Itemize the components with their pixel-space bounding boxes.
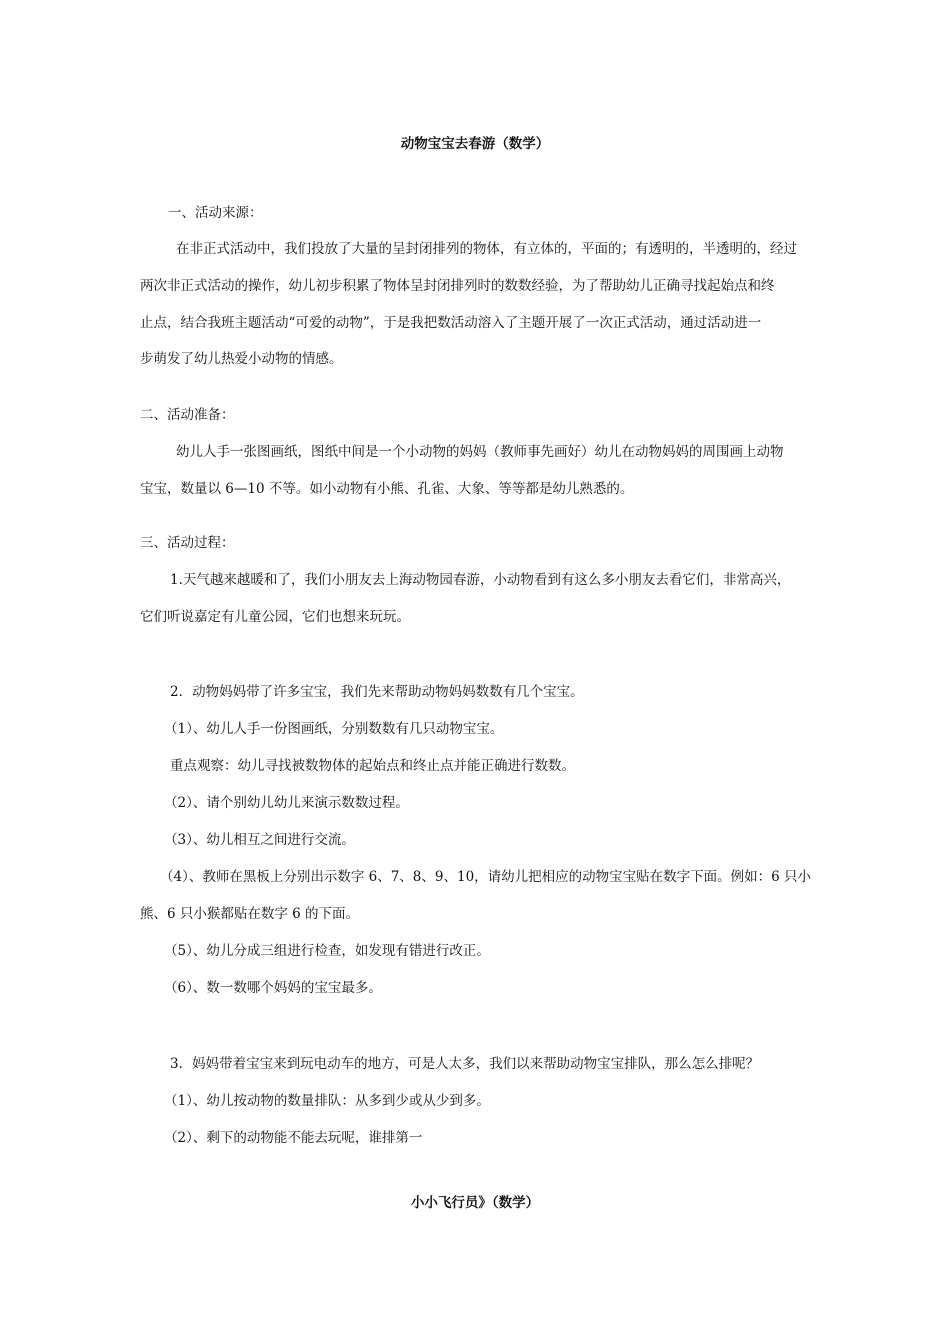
- paragraph-line: （6）、数一数哪个妈妈的宝宝最多。: [164, 980, 382, 996]
- paragraph-line: （5）、幼儿分成三组进行检查，如发现有错进行改正。: [164, 943, 490, 959]
- document-title: 动物宝宝去春游（数学）: [400, 136, 550, 152]
- paragraph-line: （4）、教师在黑板上分别出示数字 6、7、8、9、10，请幼儿把相应的动物宝宝贴在数字下面。例如：6 只小: [160, 869, 812, 885]
- paragraph-line: 宝宝，数量以 6—10 不等。如小动物有小熊、孔雀、大象、等等都是幼儿熟悉的。: [140, 481, 634, 497]
- section-heading-process: 三、活动过程：: [140, 535, 235, 551]
- next-document-title: 小小飞行员》（数学）: [410, 1195, 540, 1211]
- paragraph-line: 在非正式活动中，我们投放了大量的呈封闭排列的物体，有立体的，平面的；有透明的，半透明的，经过: [176, 241, 797, 257]
- paragraph-line: （2）、剩下的动物能不能去玩呢，谁排第一: [164, 1130, 423, 1146]
- paragraph-line: 它们听说嘉定有儿童公园，它们也想来玩玩。: [140, 609, 410, 625]
- paragraph-line: 两次非正式活动的操作，幼儿初步积累了物体呈封闭排列时的数数经验，为了帮助幼儿正确寻找起始点和终: [140, 278, 775, 294]
- paragraph-line: 重点观察：幼儿寻找被数物体的起始点和终止点并能正确进行数数。: [170, 758, 575, 774]
- paragraph-line: 步萌发了幼儿热爱小动物的情感。: [140, 351, 343, 367]
- paragraph-line: 2．动物妈妈带了许多宝宝，我们先来帮助动物妈妈数数有几个宝宝。: [170, 684, 584, 700]
- section-heading-source: 一、活动来源：: [168, 205, 263, 221]
- paragraph-line: （1）、幼儿人手一份图画纸，分别数数有几只动物宝宝。: [164, 721, 504, 737]
- paragraph-line: 熊、6 只小猴都贴在数字 6 的下面。: [140, 906, 360, 922]
- section-heading-preparation: 二、活动准备：: [140, 407, 235, 423]
- paragraph-line: 3．妈妈带着宝宝来到玩电动车的地方，可是人太多，我们以来帮助动物宝宝排队，那么怎么排呢？: [170, 1056, 760, 1072]
- paragraph-line: 幼儿人手一张图画纸，图纸中间是一个小动物的妈妈（教师事先画好）幼儿在动物妈妈的周围画上动物: [176, 444, 784, 460]
- paragraph-line: （3）、幼儿相互之间进行交流。: [164, 832, 355, 848]
- paragraph-line: （1）、幼儿按动物的数量排队：从多到少或从少到多。: [164, 1093, 490, 1109]
- paragraph-line: （2）、请个别幼儿幼儿来演示数数过程。: [164, 795, 409, 811]
- paragraph-line: 止点，结合我班主题活动“可爱的动物”，于是我把数活动溶入了主题开展了一次正式活动，通过活动进一: [140, 315, 762, 331]
- paragraph-line: 1.天气越来越暖和了，我们小朋友去上海动物园春游，小动物看到有这么多小朋友去看它们，非常高兴，: [170, 572, 791, 588]
